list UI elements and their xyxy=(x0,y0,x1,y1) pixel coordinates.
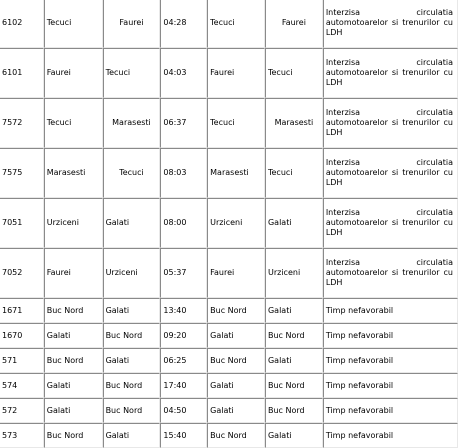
table-row xyxy=(0,48,458,98)
origin-cell: Tecuci xyxy=(44,98,103,148)
table-row xyxy=(0,148,458,198)
origin-cell: Tecuci xyxy=(44,0,103,48)
table-row xyxy=(0,198,458,248)
destination-cell: Galati xyxy=(103,348,161,373)
train-number-cell: 1671 xyxy=(0,298,44,323)
time-cell: 13:40 xyxy=(160,298,207,323)
section-start-cell: Galati xyxy=(207,323,265,348)
table-row xyxy=(0,323,458,348)
train-number-cell: 571 xyxy=(0,348,44,373)
origin-cell: Buc Nord xyxy=(44,423,103,448)
section-end-cell: Marasesti xyxy=(265,98,323,148)
section-end-cell: Urziceni xyxy=(265,248,323,298)
section-start-cell: Buc Nord xyxy=(207,423,265,448)
section-start-cell: Buc Nord xyxy=(207,348,265,373)
time-cell: 09:20 xyxy=(160,323,207,348)
reason-cell: Interzisa circulatia automotoarelor si trenurilor cu LDH xyxy=(323,148,458,198)
reason-cell: Interzisa circulatia automotoarelor si trenurilor cu LDH xyxy=(323,48,458,98)
reason-cell: Interzisa circulatia automotoarelor si trenurilor cu LDH xyxy=(323,198,458,248)
reason-cell: Timp nefavorabil xyxy=(323,398,458,423)
table-row xyxy=(0,373,458,398)
table-row xyxy=(0,298,458,323)
section-end-cell: Tecuci xyxy=(265,148,323,198)
destination-cell: Faurei xyxy=(103,0,161,48)
section-end-cell: Faurei xyxy=(265,0,323,48)
train-number-cell: 572 xyxy=(0,398,44,423)
table-row xyxy=(0,98,458,148)
section-start-cell: Tecuci xyxy=(207,0,265,48)
origin-cell: Faurei xyxy=(44,248,103,298)
train-number-cell: 6101 xyxy=(0,48,44,98)
origin-cell: Galati xyxy=(44,373,103,398)
reason-cell: Timp nefavorabil xyxy=(323,348,458,373)
destination-cell: Galati xyxy=(103,298,161,323)
section-end-cell: Buc Nord xyxy=(265,373,323,398)
section-end-cell: Galati xyxy=(265,423,323,448)
section-start-cell: Urziceni xyxy=(207,198,265,248)
section-end-cell: Galati xyxy=(265,198,323,248)
reason-cell: Timp nefavorabil xyxy=(323,373,458,398)
destination-cell: Marasesti xyxy=(103,98,161,148)
origin-cell: Buc Nord xyxy=(44,298,103,323)
table-row xyxy=(0,348,458,373)
time-cell: 08:00 xyxy=(160,198,207,248)
destination-cell: Tecuci xyxy=(103,148,161,198)
section-start-cell: Galati xyxy=(207,373,265,398)
time-cell: 06:37 xyxy=(160,98,207,148)
destination-cell: Urziceni xyxy=(103,248,161,298)
section-start-cell: Buc Nord xyxy=(207,298,265,323)
section-start-cell: Galati xyxy=(207,398,265,423)
time-cell: 06:25 xyxy=(160,348,207,373)
table-row xyxy=(0,423,458,448)
section-end-cell: Buc Nord xyxy=(265,323,323,348)
reason-cell: Timp nefavorabil xyxy=(323,298,458,323)
origin-cell: Galati xyxy=(44,323,103,348)
destination-cell: Galati xyxy=(103,198,161,248)
time-cell: 05:37 xyxy=(160,248,207,298)
section-end-cell: Buc Nord xyxy=(265,398,323,423)
origin-cell: Marasesti xyxy=(44,148,103,198)
destination-cell: Buc Nord xyxy=(103,398,161,423)
origin-cell: Galati xyxy=(44,398,103,423)
time-cell: 04:03 xyxy=(160,48,207,98)
origin-cell: Faurei xyxy=(44,48,103,98)
section-end-cell: Galati xyxy=(265,348,323,373)
train-number-cell: 6102 xyxy=(0,0,44,48)
destination-cell: Buc Nord xyxy=(103,323,161,348)
destination-cell: Tecuci xyxy=(103,48,161,98)
section-end-cell: Galati xyxy=(265,298,323,323)
time-cell: 15:40 xyxy=(160,423,207,448)
train-number-cell: 573 xyxy=(0,423,44,448)
section-start-cell: Faurei xyxy=(207,48,265,98)
train-number-cell: 7052 xyxy=(0,248,44,298)
origin-cell: Urziceni xyxy=(44,198,103,248)
train-number-cell: 7051 xyxy=(0,198,44,248)
reason-cell: Timp nefavorabil xyxy=(323,323,458,348)
reason-cell: Interzisa circulatia automotoarelor si trenurilor cu LDH xyxy=(323,248,458,298)
destination-cell: Galati xyxy=(103,423,161,448)
section-start-cell: Tecuci xyxy=(207,98,265,148)
section-start-cell: Marasesti xyxy=(207,148,265,198)
table-row xyxy=(0,398,458,423)
train-number-cell: 574 xyxy=(0,373,44,398)
time-cell: 04:50 xyxy=(160,398,207,423)
time-cell: 08:03 xyxy=(160,148,207,198)
table-row xyxy=(0,248,458,298)
time-cell: 17:40 xyxy=(160,373,207,398)
train-number-cell: 7575 xyxy=(0,148,44,198)
origin-cell: Buc Nord xyxy=(44,348,103,373)
train-number-cell: 1670 xyxy=(0,323,44,348)
destination-cell: Buc Nord xyxy=(103,373,161,398)
section-start-cell: Faurei xyxy=(207,248,265,298)
reason-cell: Interzisa circulatia automotoarelor si trenurilor cu LDH xyxy=(323,98,458,148)
reason-cell: Interzisa circulatia automotoarelor si trenurilor cu LDH xyxy=(323,0,458,48)
section-end-cell: Tecuci xyxy=(265,48,323,98)
train-number-cell: 7572 xyxy=(0,98,44,148)
table-row xyxy=(0,0,458,48)
reason-cell: Timp nefavorabil xyxy=(323,423,458,448)
time-cell: 04:28 xyxy=(160,0,207,48)
